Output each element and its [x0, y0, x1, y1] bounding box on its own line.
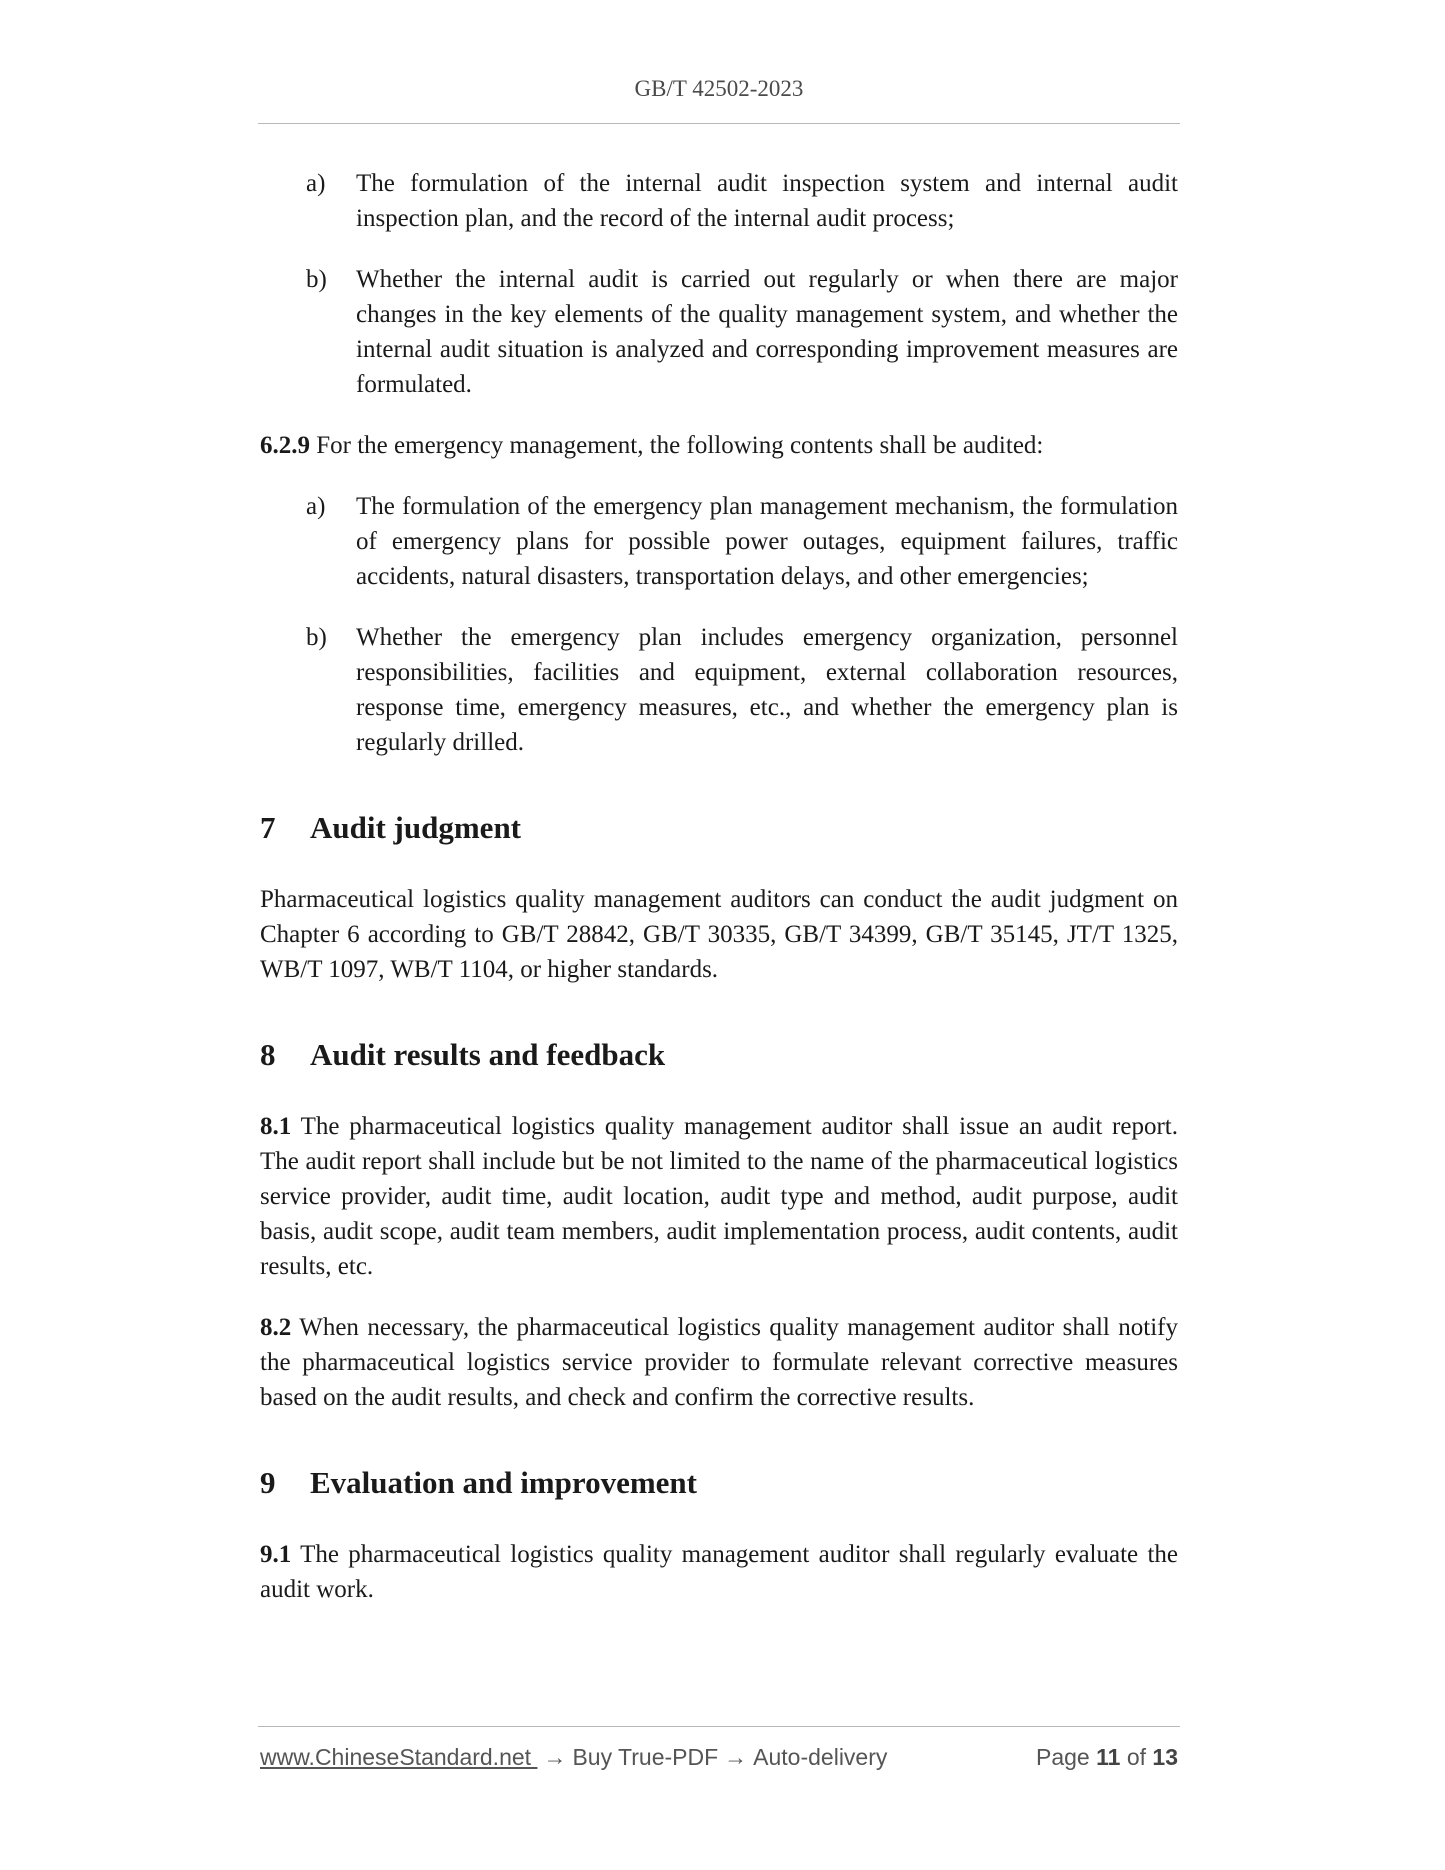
page-of: of [1126, 1744, 1147, 1770]
clause-number: 8.2 [260, 1314, 292, 1341]
section-title: Audit judgment [310, 810, 522, 845]
header-divider [258, 123, 1180, 124]
clause-number: 9.1 [260, 1541, 292, 1568]
list-item [306, 262, 1178, 402]
site-link[interactable]: www.ChineseStandard.net [260, 1744, 538, 1770]
clause-number: 6.2.9 [260, 432, 310, 459]
section-heading-7 [260, 808, 1178, 848]
document-body [260, 166, 1178, 1633]
buy-text: Buy True-PDF [572, 1744, 719, 1770]
section-heading-9 [260, 1463, 1178, 1503]
delivery-text: Auto-delivery [753, 1744, 888, 1770]
list-marker: a) [306, 170, 326, 197]
footer-left [260, 1744, 887, 1771]
section-number: 8 [260, 1037, 276, 1072]
section-7-paragraph: Pharmaceutical logistics quality management auditors can conduct the audit judgment on Chapter 6 according to GB/T 28842, GB/T 30335, GB/T 34399, GB/T 35145, JT/T 1325, WB/T 1097, WB/T 1104, or higher standards. [260, 886, 1178, 983]
page-total: 13 [1152, 1744, 1178, 1770]
document-header: GB/T 42502-2023 [634, 76, 804, 101]
page-current: 11 [1096, 1744, 1121, 1770]
clause-text: The pharmaceutical logistics quality management auditor shall issue an audit report. The audit report shall include but be not limited to the name of the pharmaceutical logistics service provider, audit time, audit location, audit type and method, audit purpose, audit basis, audit scope, audit team members, audit implementation process, audit contents, audit results, etc. [260, 1113, 1178, 1280]
list-item-text: Whether the emergency plan includes emergency organization, personnel responsibilities, facilities and equipment, external collaboration resources, response time, emergency measures, etc., and whether the emergency plan is regularly drilled. [356, 624, 1178, 756]
list-item-text: The formulation of the internal audit inspection system and internal audit inspection plan, and the record of the internal audit process; [356, 170, 1178, 232]
clause-text: For the emergency management, the following contents shall be audited: [310, 432, 1044, 459]
page-footer [260, 1744, 1178, 1771]
section-title: Evaluation and improvement [310, 1465, 697, 1500]
clause-text: When necessary, the pharmaceutical logistics quality management auditor shall notify the pharmaceutical logistics service provider to formulate relevant corrective measures based on the audit results, and check and confirm the corrective results. [260, 1314, 1178, 1411]
arrow-right-icon: → [543, 1744, 567, 1770]
list-item-text: The formulation of the emergency plan management mechanism, the formulation of emergency plans for possible power outages, equipment failures, traffic accidents, natural disasters, transportation delays, and other emergencies; [356, 493, 1178, 590]
arrow-right-icon: → [724, 1744, 748, 1770]
list-marker: b) [306, 624, 327, 651]
footer-divider [258, 1726, 1180, 1727]
clause-8-1 [260, 1109, 1178, 1284]
list-item [306, 620, 1178, 760]
list-marker: b) [306, 266, 327, 293]
clause-8-2 [260, 1310, 1178, 1415]
section-number: 9 [260, 1465, 276, 1500]
clause-9-1 [260, 1537, 1178, 1607]
clause-text: The pharmaceutical logistics quality management auditor shall regularly evaluate the audit work. [260, 1541, 1178, 1603]
list-item-text: Whether the internal audit is carried out regularly or when there are major changes in the key elements of the quality management system, and whether the internal audit situation is analyzed and corresponding improvement measures are formulated. [356, 266, 1178, 398]
list-marker: a) [306, 493, 326, 520]
page-indicator [1036, 1744, 1178, 1771]
list-item [306, 489, 1178, 594]
clause-6-2-9 [260, 428, 1178, 463]
clause-number: 8.1 [260, 1113, 292, 1140]
section-heading-8 [260, 1035, 1178, 1075]
page-label: Page [1036, 1744, 1090, 1770]
list-item [306, 166, 1178, 236]
section-title: Audit results and feedback [310, 1037, 666, 1072]
section-number: 7 [260, 810, 276, 845]
